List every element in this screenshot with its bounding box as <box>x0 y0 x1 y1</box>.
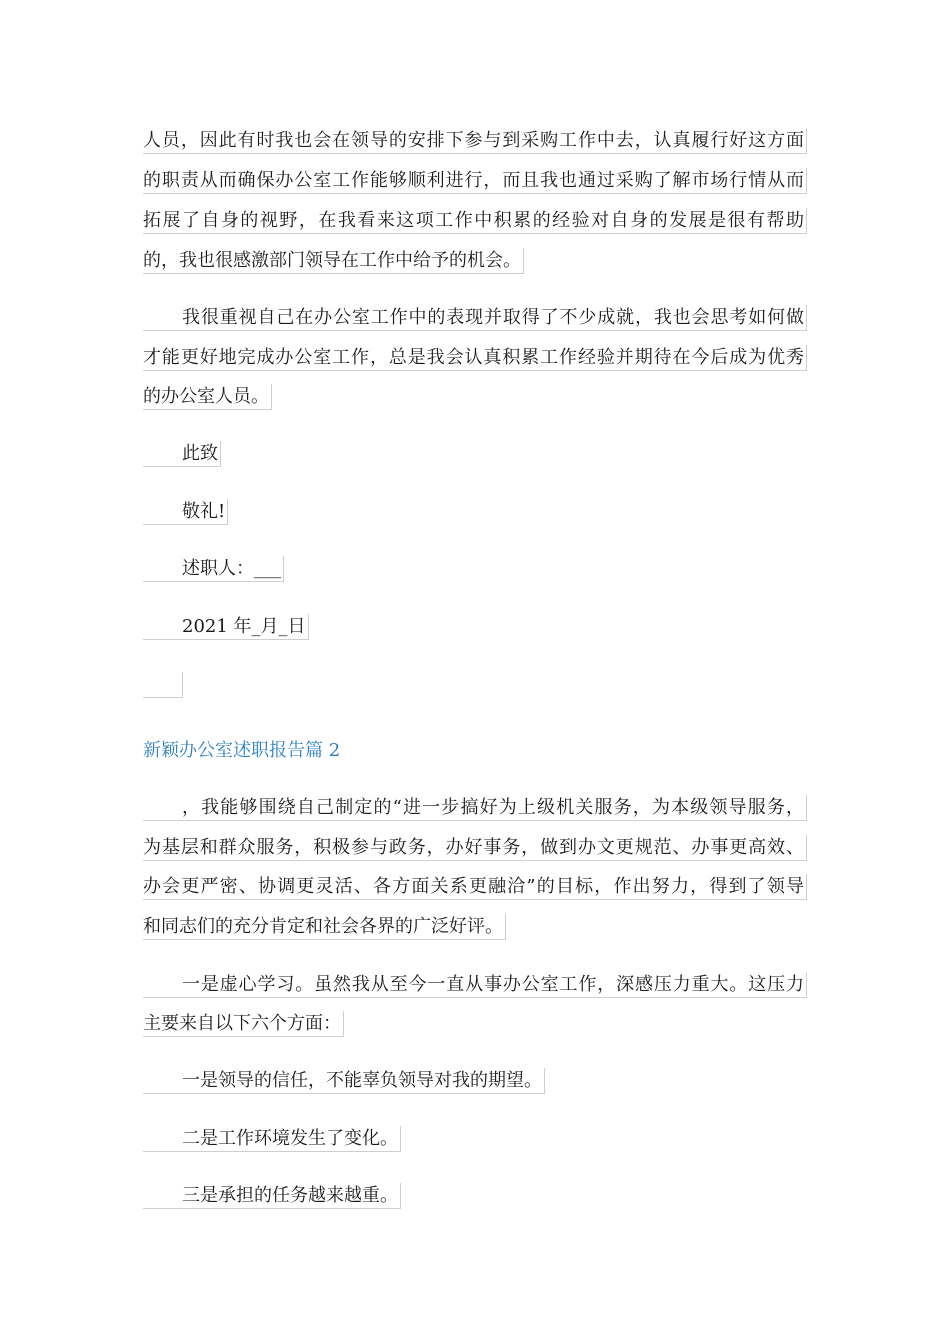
paragraph-line: 为基层和群众服务，积极参与政务，办好事务，做到办文更规范、办事更高效、 <box>143 835 807 861</box>
section-title: 新颖办公室述职报告篇 2 <box>143 740 341 761</box>
paragraph-line: 一是虚心学习。虽然我从至今一直从事办公室工作，深感压力重大。这压力 <box>143 972 807 998</box>
list-item: 二是工作环境发生了变化。 <box>143 1126 401 1152</box>
list-item: 一是领导的信任，不能辜负领导对我的期望。 <box>143 1068 545 1094</box>
paragraph-line: 和同志们的充分肯定和社会各界的广泛好评。 <box>143 914 506 940</box>
paragraph-line: 拓展了自身的视野，在我看来这项工作中积累的经验对自身的发展是很有帮助 <box>143 208 807 234</box>
closing-salutation: 此致 <box>143 441 221 467</box>
closing-respect: 敬礼! <box>143 499 228 525</box>
signer-line: 述职人：___ <box>143 556 284 582</box>
paragraph-line: 的职责从而确保办公室工作能够顺利进行，而且我也通过采购了解市场行情从而 <box>143 168 807 194</box>
paragraph-line: 的办公室人员。 <box>143 384 272 410</box>
empty-line <box>143 672 183 698</box>
paragraph-line: 的，我也很感激部门领导在工作中给予的机会。 <box>143 248 524 274</box>
paragraph-line: 我很重视自己在办公室工作中的表现并取得了不少成就，我也会思考如何做 <box>143 305 807 331</box>
paragraph-line: ，我能够围绕自己制定的“进一步搞好为上级机关服务，为本级领导服务， <box>143 795 807 821</box>
paragraph-line: 办会更严密、协调更灵活、各方面关系更融洽”的目标，作出努力，得到了领导 <box>143 874 807 900</box>
paragraph-line: 主要来自以下六个方面： <box>143 1011 344 1037</box>
paragraph-line: 人员，因此有时我也会在领导的安排下参与到采购工作中去，认真履行好这方面 <box>143 128 807 154</box>
list-item: 三是承担的任务越来越重。 <box>143 1183 401 1209</box>
date-line: 2021 年_月_日 <box>143 614 309 640</box>
paragraph-line: 才能更好地完成办公室工作，总是我会认真积累工作经验并期待在今后成为优秀 <box>143 345 807 371</box>
